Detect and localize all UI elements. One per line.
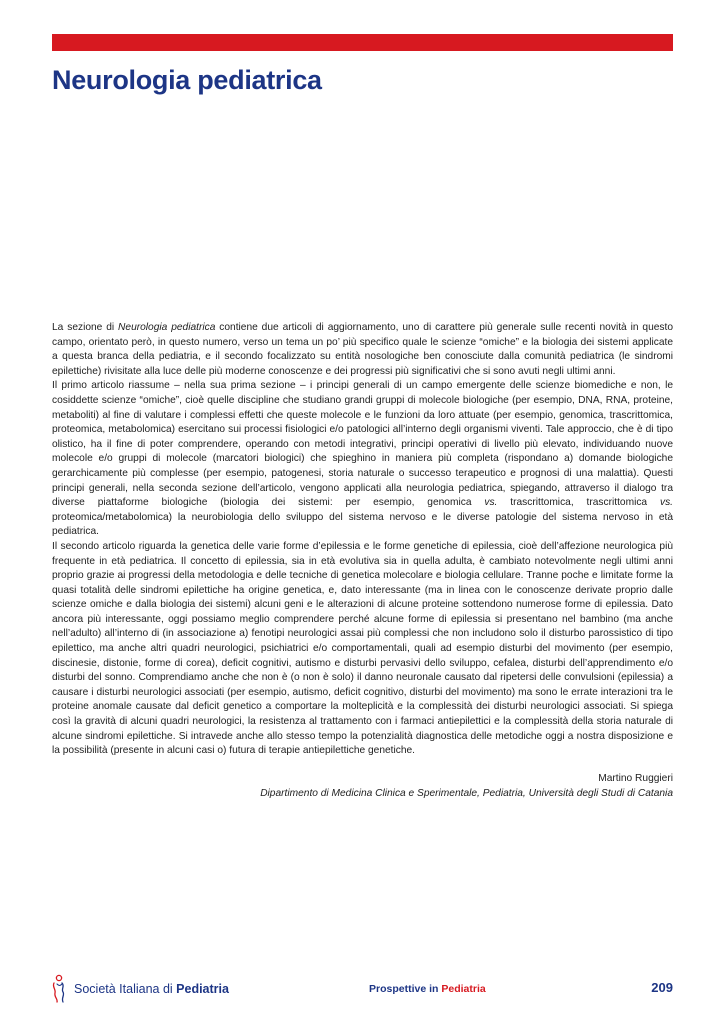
paragraph-1-text-b: contiene due articoli di aggiornamento, uno di carattere più generale sulle recenti novità in questo campo, orientato però, in questo numero, verso un tema un po’ più specifico quale le scienze “omiche” e la biologia dei sistemi applicate a questa branca della pediatria, e il secondo focalizzato su entità nosologiche ben conosciute dalla comunità pediatrica (le sindromi epilettiche) rivisitate alla luce delle più moderne conoscenze e dei progressi più significativi che si sono avuti negli ultimi anni. xyxy=(52,322,673,377)
signature-block xyxy=(260,771,673,801)
page-title: Neurologia pediatrica xyxy=(52,65,322,95)
paragraph-2-text-c: proteomica/metabolomica) la neurobiologia dello sviluppo del sistema nervoso e le diverse patologie del sistema nervoso in età pediatrica. xyxy=(52,511,673,538)
journal-name-b: Pediatria xyxy=(441,983,486,995)
society-name-b: Pediatria xyxy=(176,982,229,996)
society-name-a: Società Italiana di xyxy=(74,982,177,996)
journal-name xyxy=(369,983,486,995)
page-number: 209 xyxy=(651,980,673,995)
author-affiliation: Dipartimento di Medicina Clinica e Sperimentale, Pediatria, Università degli Studi di Catania xyxy=(260,788,673,799)
paragraph-1-text-a: La sezione di xyxy=(52,322,119,333)
child-figure-icon xyxy=(50,974,70,1004)
author-name: Martino Ruggieri xyxy=(598,773,673,784)
society-name xyxy=(74,982,229,996)
society-logo xyxy=(50,974,229,1004)
header-red-bar xyxy=(52,34,673,51)
paragraph-2-text-b: trascrittomica, trascrittomica xyxy=(497,497,660,509)
paragraph-2-text-a: Il primo articolo riassume – nella sua prima sezione – i principi generali di un campo emergente delle scienze biomediche e non, le cosiddette scienze “omiche”, cioè quelle discipline che studiano grandi gruppi di molecole biologiche (per esempio, DNA, RNA, proteine, metaboliti) al fine di valutare i complessi effetti che queste molecole e le funzioni da loro attuate (per esempio, genomica, trascrittomica, proteomica, metabolomica) esercitano sui processi fisiologici e/o patologici all’interno degli organismi viventi. Tale approccio, che è di tipo olistico, ha il fine di poter comprendere, operando con metodi integrativi, principi operativi di livello più elevato, individuando nuove molecole e/o gruppi di molecole (marcatori biologici) che spieghino in maniera più completa (rispondano a) domande biologiche gerarchicamente più complesse (per esempio, patogenesi, storia naturale o successo terapeutico e prognosi di una malattia). Questi principi generali, nella seconda sezione dell’articolo, vengono applicati alla neurologia pediatrica, spiegando, attraverso il dialogo tra diverse piattaforme biologiche (biologia dei sistemi: per esempio, genomica xyxy=(52,380,673,509)
journal-name-a: Prospettive in xyxy=(369,983,442,995)
article-body xyxy=(52,321,673,759)
paragraph-2-vs-1: vs. xyxy=(484,497,498,509)
paragraph-2 xyxy=(52,379,673,540)
paragraph-1-italic: Neurologia pediatrica xyxy=(118,322,216,333)
paragraph-2-vs-2: vs. xyxy=(659,497,673,509)
paragraph-1 xyxy=(52,321,673,379)
paragraph-3: Il secondo articolo riguarda la genetica delle varie forme d’epilessia e le forme genetiche di epilessia, cioè dell’affezione neurologica più frequente in età pediatrica. Il concetto di epilessia, sia in età evolutiva sia in quella adulta, è cambiato notevolmente negli ultimi anni proprio grazie ai progressi della metodologia e delle tecniche di genetica molecolare e biologia cellulare. Tranne poche e limitate forme la quasi totalità delle sindromi epilettiche ha origine genetica, e, dato interessante (ma in linea con le conoscenze derivate proprio dalle scienze omiche e dalla biologia dei sistemi) alcuni geni e le alterazioni di alcune proteine sottendono numerose forme di epilessia. Dato ancora più interessante, oggi possiamo meglio comprendere perché alcune forme di epilessia si presentano nel bambino (ma anche nell’adulto) all’interno di (in associazione a) fenotipi neurologici assai più complessi che non includono solo il disturbo parossistico di tipo epilettico, ma anche altri quadri neurologici, psichiatrici e/o comportamentali, quali ad esempio disturbi del movimento (per esempio, discinesie, distonie, forme di corea), deficit cognitivi, autismo e disturbi pervasivi dello sviluppo, cefalea, disturbi dell’apprendimento e/o disturbi del sonno. Comprendiamo anche che non è (o non è solo) il danno neuronale causato dal ripetersi delle convulsioni (epilessia) a causare i disturbi neurologici associati (per esempio, autismo, deficit cognitivo, disturbi del movimento) ma sono le errate interazioni tra le proteine anomale causate dal deficit genetico a comportare la molteplicità e la complessità dei disturbi neurologici associati. Si spiega così la gravità di alcuni quadri neurologici, la resistenza al trattamento con i farmaci antiepilettici e la complessità della storia naturale di alcune sindromi epilettiche. Si intravede anche allo stesso tempo la potenzialità diagnostica delle metodiche oggi a nostra disposizione e la possibilità (presente in alcuni casi o) futura di terapie antiepilettiche genetiche. xyxy=(52,540,673,757)
